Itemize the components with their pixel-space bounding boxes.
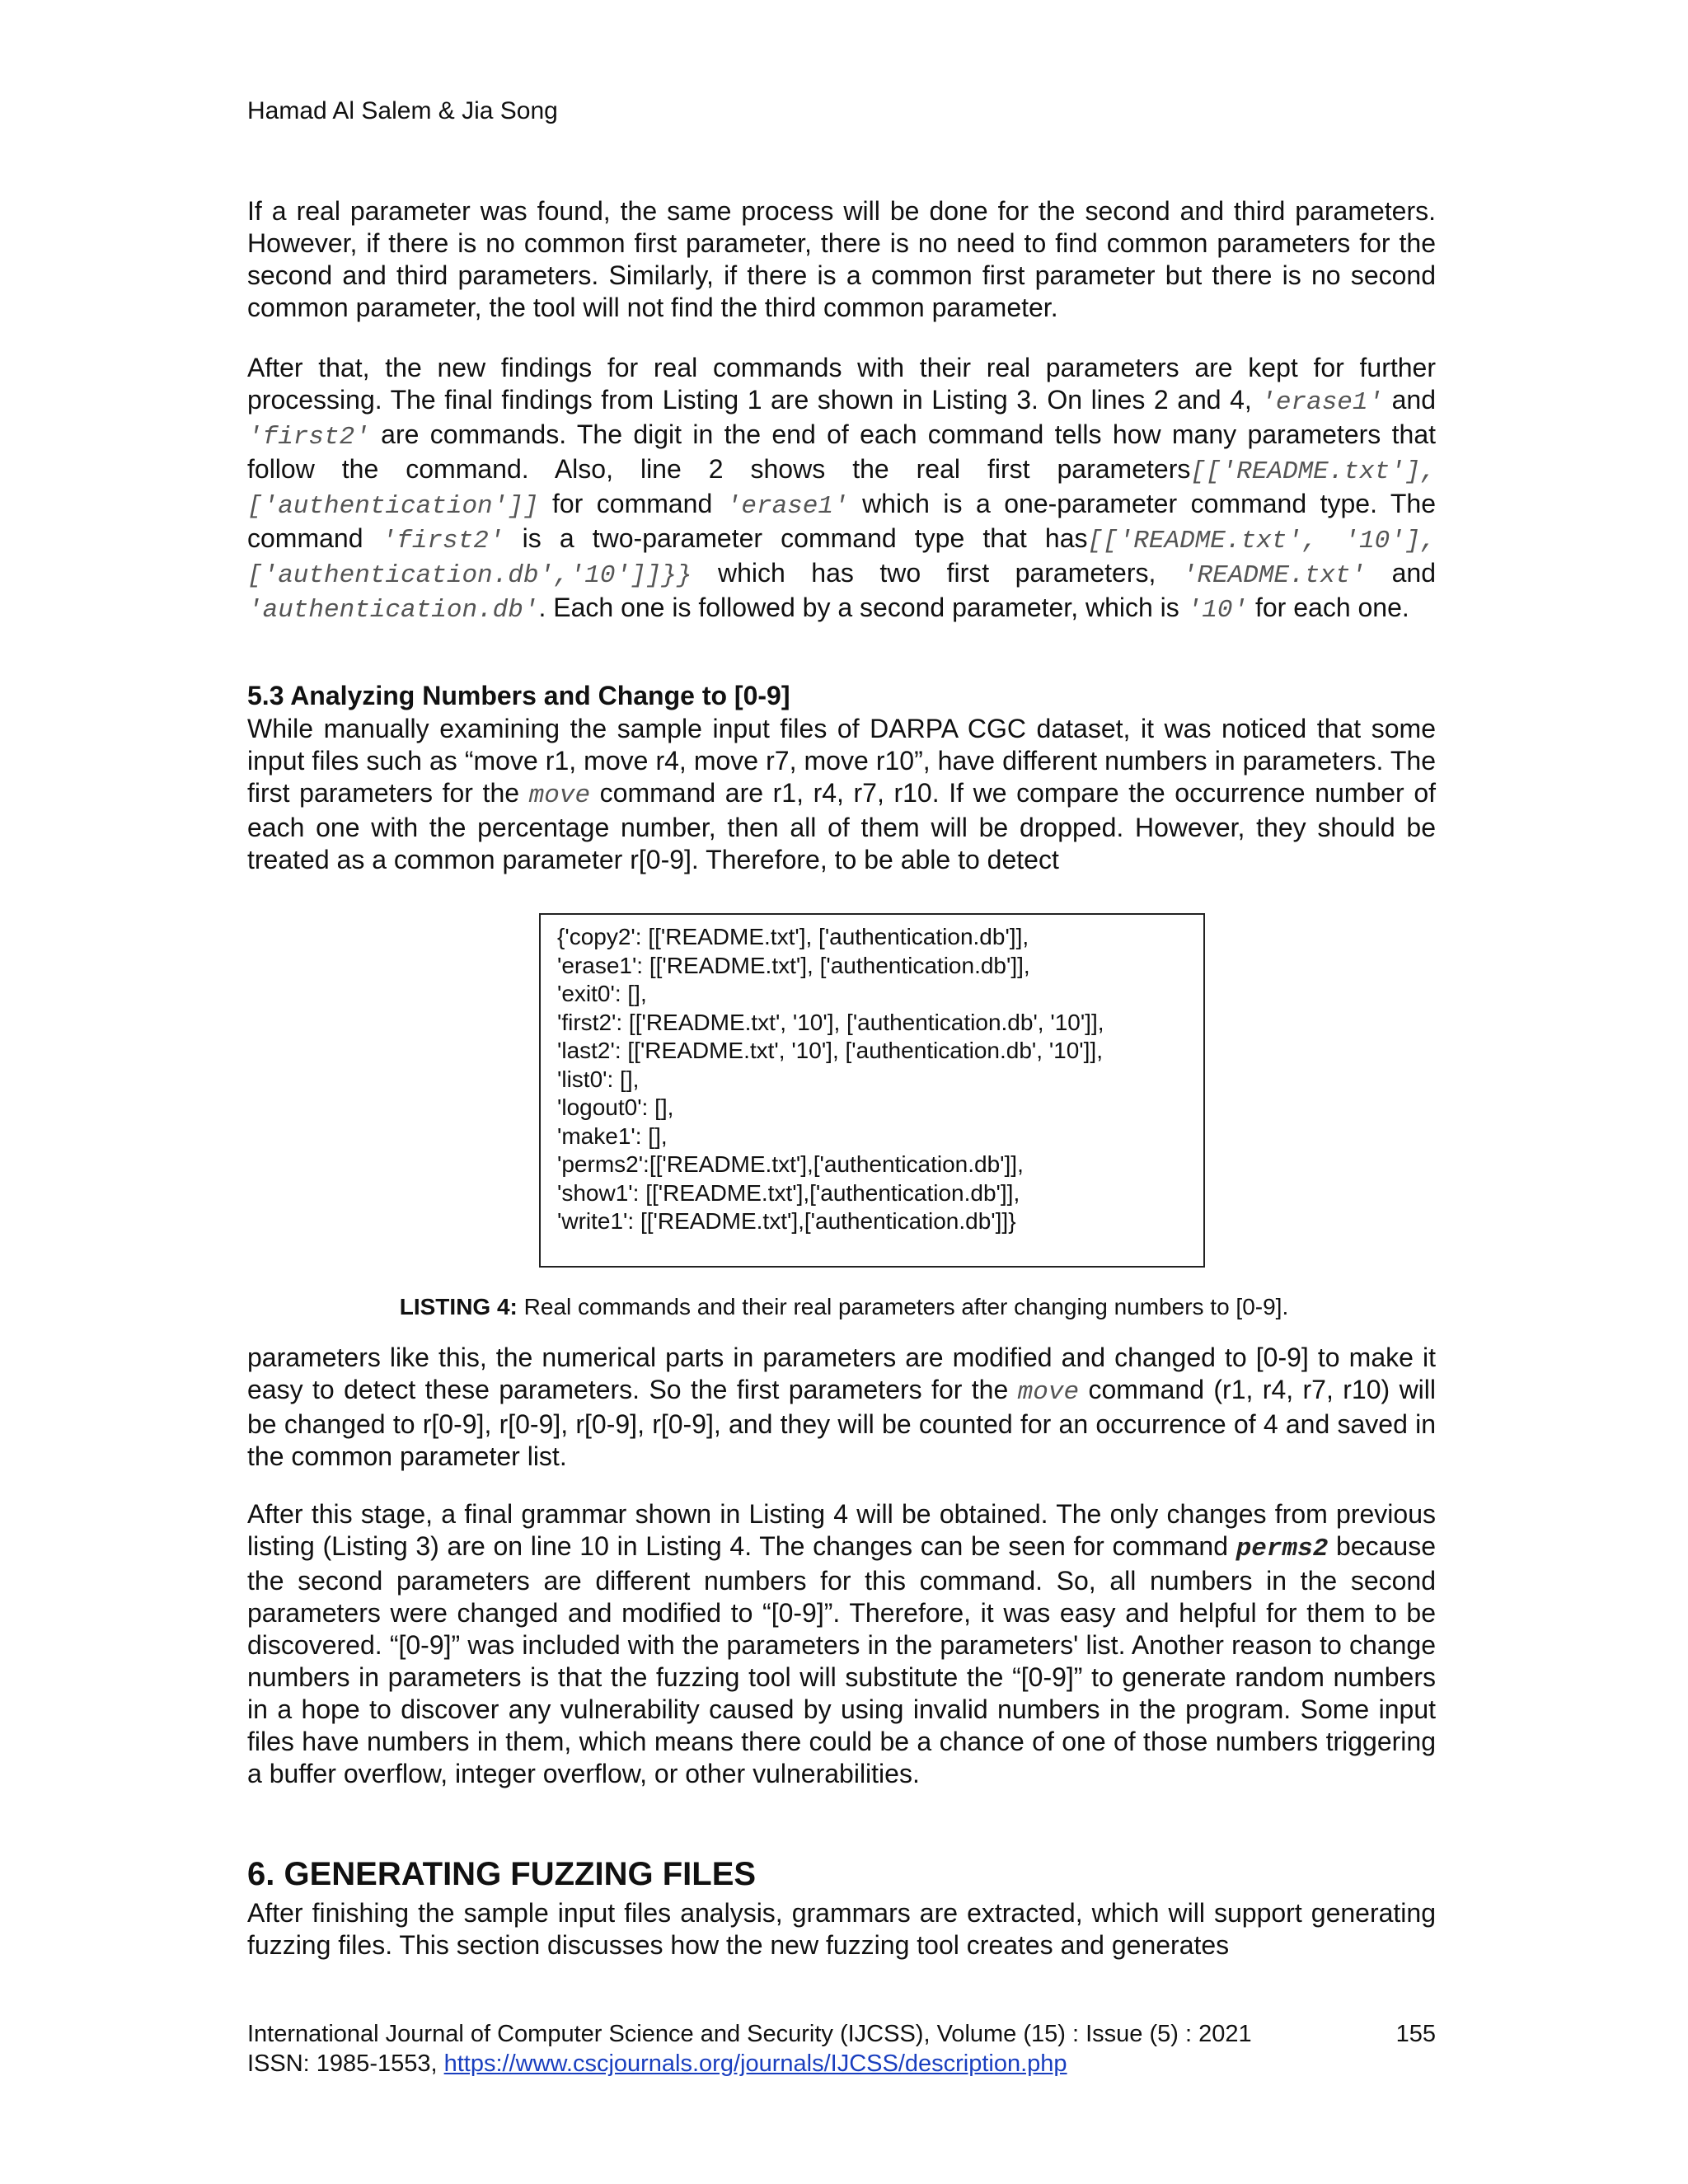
inline-code: move [1017,1378,1080,1407]
text-run: and [1383,385,1437,415]
inline-code: 'README.txt' [1181,561,1367,590]
paragraph-text [247,1498,1436,1790]
listing-line: 'perms2':[['README.txt'],['authentication.db']], [557,1151,1024,1177]
inline-code: move [528,781,591,810]
inline-code: 'erase1' [1260,388,1384,417]
paragraph-final-grammar [247,1498,1436,1790]
text-run: are commands. The digit in the end of each command tells how many parameters that follow the command. Also, line 2 shows the real first parameters [247,419,1436,484]
footer-issn: ISSN: 1985-1553, [247,2050,444,2077]
listing-line: 'list0': [], [557,1066,640,1092]
text-run: . Each one is followed by a second parameter, which is [538,593,1187,622]
paragraph-text: If a real parameter was found, the same process will be done for the second and third parameters. However, if there is no common first parameter, there is no need to find common parameters for the second and third parameters. Similarly, if there is a common first parameter but there is no second common parameter, the tool will not find the third common parameter. [247,196,1436,322]
inline-code: perms2 [1236,1535,1329,1563]
inline-code: 'authentication.db' [247,596,539,625]
caption-label: LISTING 4: [399,1294,518,1319]
footer-journal: International Journal of Computer Science and Security (IJCSS), Volume (15) : Issue (5) : 2021 [247,2021,1252,2047]
paragraph-text: After finishing the sample input files analysis, grammars are extracted, which will support generating fuzzing files. This section discusses how the new fuzzing tool creates and generates [247,1898,1436,1960]
listing-line: 'make1': [], [557,1122,668,1149]
inline-code: 'erase1' [725,492,849,521]
paragraph-real-findings [247,352,1436,626]
listing-line: 'show1': [['README.txt'],['authentication.db']], [557,1179,1020,1206]
section-heading-5-3: 5.3 Analyzing Numbers and Change to [0-9] [247,681,790,710]
text-run: and [1366,558,1437,588]
inline-code: 'first2' [381,527,504,555]
listing-line: 'last2': [['README.txt', '10'], ['authentication.db', '10']], [557,1038,1103,1063]
text-run: for command [538,489,726,518]
page-footer [247,2019,1436,2079]
text-run: command are r1, r4, r7, r10. If we compare the occurrence number of each one with the percentage number, then all of them will be dropped. However, they should be treated as a common parameter r[0-9]. Therefore, to be able to detect [247,778,1437,874]
paragraph-numbers [247,713,1436,876]
listing-caption [0,1294,1688,1320]
paragraph-detect-parameters [247,1342,1436,1473]
listing-4-box [539,913,1205,1268]
section-heading-6: 6. GENERATING FUZZING FILES [247,1856,757,1892]
journal-link[interactable]: https://www.cscjournals.org/journals/IJCSS/description.php [443,2050,1067,2077]
inline-code: [['README.txt', '10'], ['authentication.db','10']]}} [247,527,1436,590]
running-header: Hamad Al Salem & Jia Song [247,97,558,124]
listing-line: 'erase1': [['README.txt'], ['authentication.db']], [557,952,1030,978]
text-run: command (r1, r4, r7, r10) will be changed to r[0-9], r[0-9], r[0-9], r[0-9], and they will be counted for an occurrence of 4 and saved in the common parameter list. [247,1375,1437,1471]
caption-text: Real commands and their real parameters after changing numbers to [0-9]. [517,1294,1289,1319]
footer-issn-line [247,2049,1436,2079]
inline-code: '10' [1186,596,1249,625]
paragraph-text [247,713,1436,876]
paragraph-common-parameters [247,195,1436,324]
listing-line: 'exit0': [], [557,981,647,1006]
text-run: is a two-parameter command type that has [504,523,1088,553]
listing-line: 'write1': [['README.txt'],['authentication.db']]} [557,1208,1016,1234]
inline-code: 'first2' [247,423,370,452]
listing-line: 'first2': [['README.txt', '10'], ['authentication.db', '10']], [557,1009,1104,1035]
page-number: 155 [1395,2021,1436,2047]
text-run: which has two first parameters, [692,558,1182,588]
paragraph-generating [247,1897,1436,1961]
text-run: After this stage, a final grammar shown in Listing 4 will be obtained. The only changes from previous listing (Listing 3) are on line 10 in Listing 4. The changes can be seen for command [247,1499,1436,1561]
text-run: parameters like this, the numerical parts in parameters are modified and changed to [0-9] to make it easy to detect these parameters. So the first parameters for the [247,1343,1436,1404]
text-run: for each one. [1248,593,1409,622]
text-run: After that, the new findings for real commands with their real parameters are kept for further processing. The final findings from Listing 1 are shown in Listing 3. On lines 2 and 4, [247,353,1436,415]
text-run: because the second parameters are different numbers for this command. So, all numbers in the second parameters were changed and modified to “[0-9]”. Therefore, it was easy and helpful for them to be discovered. “[0-9]” was included with the parameters in the parameters' list. Another reason to change numbers in parameters is that the fuzzing tool will substitute the “[0-9]” to generate random numbers in a hope to discover any vulnerability caused by using invalid numbers in the program. Some input files have numbers in them, which means there could be a chance of one of those numbers triggering a buffer overflow, integer overflow, or other vulnerabilities. [247,1531,1436,1788]
listing-line: 'logout0': [], [557,1094,674,1120]
listing-line: {'copy2': [['README.txt'], ['authentication.db']], [557,924,1029,949]
paragraph-text [247,352,1436,626]
paragraph-text [247,1342,1436,1473]
inline-code: [['README.txt'],['authentication']] [247,457,1436,521]
text-run: While manually examining the sample input files of DARPA CGC dataset, it was noticed that some input files such as “move r1, move r4, move r7, move r10”, have different numbers in parameters. The first parameters for the [247,714,1436,808]
text-run: which is a one-parameter command type. The command [247,489,1437,553]
